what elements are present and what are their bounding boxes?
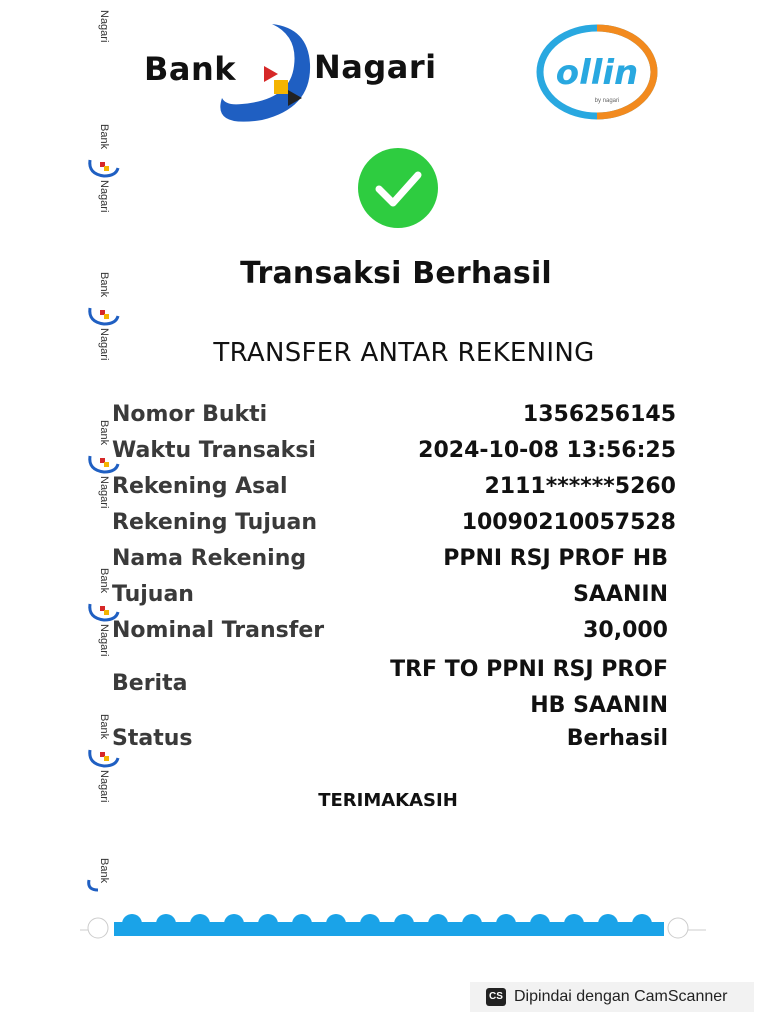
detail-value: PPNI RSJ PROF HB	[443, 546, 668, 571]
detail-row-status	[112, 724, 676, 760]
bank-nagari-mark-icon	[86, 154, 120, 180]
detail-value: 2111******5260	[484, 474, 676, 499]
ollin-logo	[535, 22, 659, 122]
detail-value: 10090210057528	[461, 510, 676, 535]
watermark-text: Nagari	[98, 328, 110, 361]
detail-value-line: TRF TO PPNI RSJ PROF	[390, 657, 668, 682]
watermark-text: Nagari	[98, 180, 110, 213]
watermark-text: Bank	[98, 714, 110, 740]
detail-row-nama-rekening	[112, 544, 676, 580]
bank-logo-word: Bank	[144, 50, 237, 88]
detail-value: SAANIN	[573, 582, 668, 607]
detail-row-berita	[112, 652, 676, 724]
page-title: Transaksi Berhasil	[240, 256, 552, 291]
bank-nagari-mark-icon	[86, 302, 120, 328]
watermark-text: Bank	[98, 568, 110, 594]
bank-nagari-mark-icon	[86, 878, 100, 892]
detail-value-line: HB SAANIN	[530, 693, 668, 718]
detail-label: Nama Rekening	[112, 546, 307, 571]
watermark	[84, 858, 124, 894]
camscanner-text: Dipindai dengan CamScanner	[514, 988, 728, 1005]
ollin-logo-text: ollin	[555, 53, 639, 93]
detail-row-nominal-transfer	[112, 616, 676, 652]
detail-label: Nomor Bukti	[112, 402, 268, 427]
detail-label: Status	[112, 726, 193, 751]
detail-label: Nominal Transfer	[112, 618, 325, 643]
receipt-scalloped-edge	[80, 908, 706, 942]
detail-row-waktu-transaksi	[112, 436, 676, 472]
watermark-text: Bank	[98, 124, 110, 150]
detail-row-tujuan	[112, 580, 676, 616]
detail-value: Berhasil	[566, 726, 668, 751]
check-circle-icon	[358, 148, 438, 228]
watermark-text: Nagari	[98, 770, 110, 803]
detail-label: Tujuan	[112, 582, 194, 607]
thank-you-note: TERIMAKASIH	[318, 790, 458, 811]
detail-value: 30,000	[583, 618, 668, 643]
detail-label: Rekening Tujuan	[112, 510, 318, 535]
bank-nagari-logo	[142, 20, 442, 128]
watermark-text: Bank	[98, 858, 110, 884]
transaction-type: TRANSFER ANTAR REKENING	[213, 338, 595, 368]
camscanner-watermark	[470, 982, 754, 1012]
detail-row-rekening-tujuan	[112, 508, 676, 544]
watermark	[84, 10, 124, 120]
detail-value	[390, 652, 668, 724]
watermark-text: Bank	[98, 272, 110, 298]
watermark-text: Nagari	[98, 476, 110, 509]
camscanner-icon: CS	[486, 988, 506, 1006]
detail-label: Waktu Transaksi	[112, 438, 316, 463]
watermark-text: Nagari	[98, 10, 110, 43]
detail-label: Rekening Asal	[112, 474, 288, 499]
detail-value: 1356256145	[522, 402, 676, 427]
transaction-details	[112, 400, 676, 760]
ollin-logo-sub: by nagari	[594, 98, 620, 104]
detail-row-rekening-asal	[112, 472, 676, 508]
bank-logo-word: Nagari	[314, 48, 437, 86]
watermark-text: Nagari	[98, 624, 110, 657]
detail-value: 2024-10-08 13:56:25	[418, 438, 676, 463]
watermark-text: Bank	[98, 420, 110, 446]
detail-label: Berita	[112, 671, 188, 696]
detail-row-nomor-bukti	[112, 400, 676, 436]
watermark	[84, 124, 124, 234]
